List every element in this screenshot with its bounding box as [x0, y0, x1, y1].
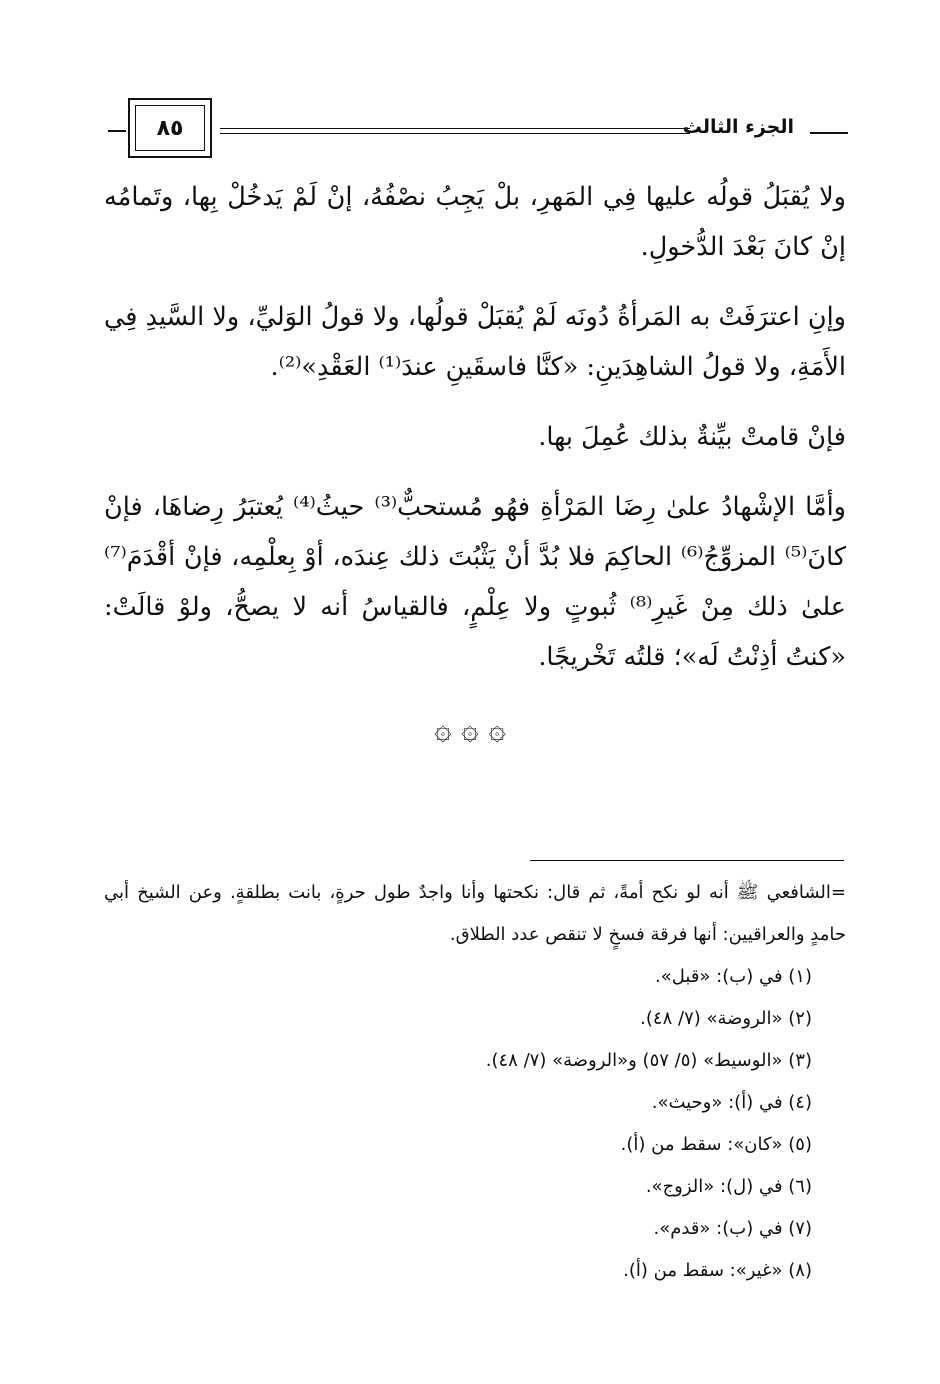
footnote: (٧) في (ب): «قدم».: [653, 1218, 812, 1239]
paragraph: وأمَّا الإشْهادُ علىٰ رِضَا المَرْأةِ فهُو مُستحبٌّ⁽³⁾ حيثُ⁽⁴⁾ يُعتبَرُ رِضاهَا، فإنْ كانَ⁽⁵⁾ المزوِّجُ⁽⁶⁾ الحاكِمَ فلا بُدَّ أنْ يَثْبُتَ ذلك عِندَه، أوْ بِعلْمِه، فإنْ أقْدَمَ⁽⁷⁾ علىٰ ذلك مِنْ غَيرِ⁽⁸⁾ ثُبوتٍ ولا عِلْمٍ، فالقياسُ أنه لا يصحُّ، ولوْ قالَتْ: «كنتُ أذِنْتُ لَه»؛ قلتُه تَخْريجًا.: [104, 492, 846, 672]
footnotes: [104, 872, 846, 1292]
page-header: [108, 88, 848, 158]
footnote: (١) في (ب): «قبل».: [655, 966, 812, 987]
paragraph: وإنِ اعترَفَتْ به المَرأةُ دُونَه لَمْ يُقبَلْ قولُها، ولا قولُ الوَليِّ، ولا السَّيدِ فِي الأَمَةِ، ولا قولُ الشاهِدَينِ: «كنَّا فاسقَينِ عندَ⁽¹⁾ العَقْدِ»⁽²⁾.: [104, 302, 846, 382]
header-rule: [220, 128, 690, 129]
header-rule-thin: [220, 133, 690, 134]
paragraph: فإنْ قامتْ بيِّنةٌ بذلك عُمِلَ بها.: [538, 422, 846, 452]
page-number: ٨٥: [135, 105, 205, 151]
running-title: الجزء الثالث: [682, 116, 794, 138]
page-number-frame: [128, 98, 212, 158]
header-rule-right: [810, 132, 848, 134]
footnote: (٦) في (ل): «الزوج».: [645, 1176, 812, 1197]
footnote: (٨) «غير»: سقط من (أ).: [623, 1260, 812, 1281]
footnote: (٥) «كان»: سقط من (أ).: [620, 1134, 812, 1155]
footnote: (٤) في (أ): «وحيث».: [651, 1092, 812, 1113]
footnote: (٢) «الروضة» (٧/ ٤٨).: [640, 1008, 812, 1029]
footnote: (٣) «الوسيط» (٥/ ٥٧) و«الروضة» (٧/ ٤٨).: [485, 1050, 812, 1071]
footnote-separator: [530, 860, 844, 861]
footnote-list: [104, 956, 846, 1292]
footnote-continuation: =الشافعي ﷺ أنه لو نكح أمةً، ثم قال: نكحتها وأنا واجدٌ طول حرةٍ، بانت بطلقةٍ. وعن الشيخ أبي حامدٍ والعراقيين: أنها فرقة فسخٍ لا تنقص عدد الطلاق.: [104, 882, 846, 945]
header-rule-left: [108, 130, 126, 132]
paragraph: ولا يُقبَلُ قولُه عليها فِي المَهرِ، بلْ يَجِبُ نصْفُهُ، إنْ لَمْ يَدخُلْ بِها، وتَمامُه إنْ كانَ بَعْدَ الدُّخولِ.: [104, 182, 846, 262]
main-text: [104, 172, 846, 702]
section-ornament: ۞ ۞ ۞: [434, 712, 506, 747]
